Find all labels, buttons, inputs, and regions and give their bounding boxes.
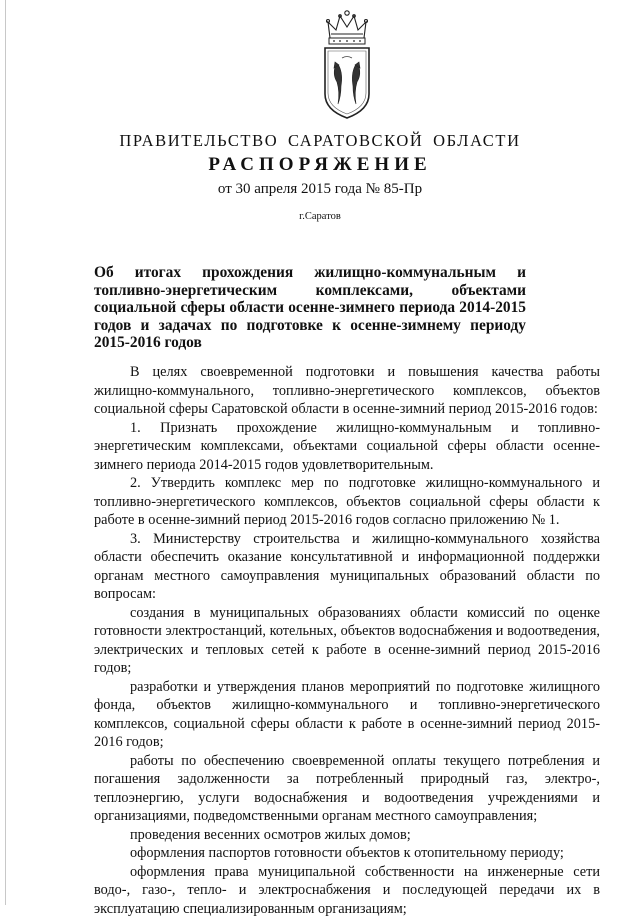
body-paragraph-passports: оформления паспортов готовности объектов к отопительному периоду; (94, 844, 600, 863)
document-body (94, 363, 600, 918)
body-paragraph-item-3: 3. Министерству строительства и жилищно-коммунального хозяйства области обеспечить оказание консультативной и информационной поддержки органам местного самоуправления муниципальных образований области по вопросам: (94, 530, 600, 604)
document-date-number: от 30 апреля 2015 года № 85-Пр (0, 181, 640, 198)
body-paragraph-item-1: 1. Признать прохождение жилищно-коммунальным и топливно-энергетическим комплексами, объектами социальной сферы области осенне-зимнего периода 2014-2015 годов удовлетворительным. (94, 419, 600, 475)
body-paragraph-ownership: оформления права муниципальной собственности на инженерные сети водо-, газо-, тепло- и электроснабжения и последующей передачи их в эксплуатацию специализированным организациям; (94, 863, 600, 918)
body-paragraph-payments: работы по обеспечению своевременной оплаты текущего потребления и погашения задолженности за потребленный природный газ, электро-, теплоэнергию, услуги водоснабжения и водоотведения учреждениями и организациями, подведомственными органам местного самоуправления; (94, 752, 600, 826)
body-paragraph-plans: разработки и утверждения планов мероприятий по подготовке жилищного фонда, объектов жилищно-коммунального и топливно-энергетического комплексов, социальной сферы области к работе в осенне-зимний период 2015-2016 годов; (94, 678, 600, 752)
document-place: г.Саратов (0, 211, 640, 222)
body-paragraph-commissions: создания в муниципальных образованиях области комиссий по оценке готовности электростанций, котельных, объектов водоснабжения и водоотведения, электрических и тепловых сетей к работе в осенне-зимний период 2015-2016 годов; (94, 604, 600, 678)
body-paragraph-inspections: проведения весенних осмотров жилых домов; (94, 826, 600, 845)
saratov-coat-of-arms-emblem (318, 8, 376, 120)
document-type-title: РАСПОРЯЖЕНИЕ (0, 154, 640, 176)
government-name: ПРАВИТЕЛЬСТВО САРАТОВСКОЙ ОБЛАСТИ (0, 131, 640, 151)
document-subject: Об итогах прохождения жилищно-коммунальным и топливно-энергетическим комплексами, объектами социальной сферы области осенне-зимнего периода 2014-2015 годов и задачах по подготовке к осенне-зимнему периоду 2015-2016 годов (94, 264, 526, 352)
body-paragraph-item-2: 2. Утвердить комплекс мер по подготовке жилищно-коммунального и топливно-энергетического комплексов, объектов социальной сферы области к работе в осенне-зимний период 2015-2016 годов согласно приложению № 1. (94, 474, 600, 530)
body-paragraph-preamble: В целях своевременной подготовки и повышения качества работы жилищно-коммунального, топливно-энергетического комплексов, объектов социальной сферы Саратовской области в осенне-зимний период 2015-2016 годов: (94, 363, 600, 419)
